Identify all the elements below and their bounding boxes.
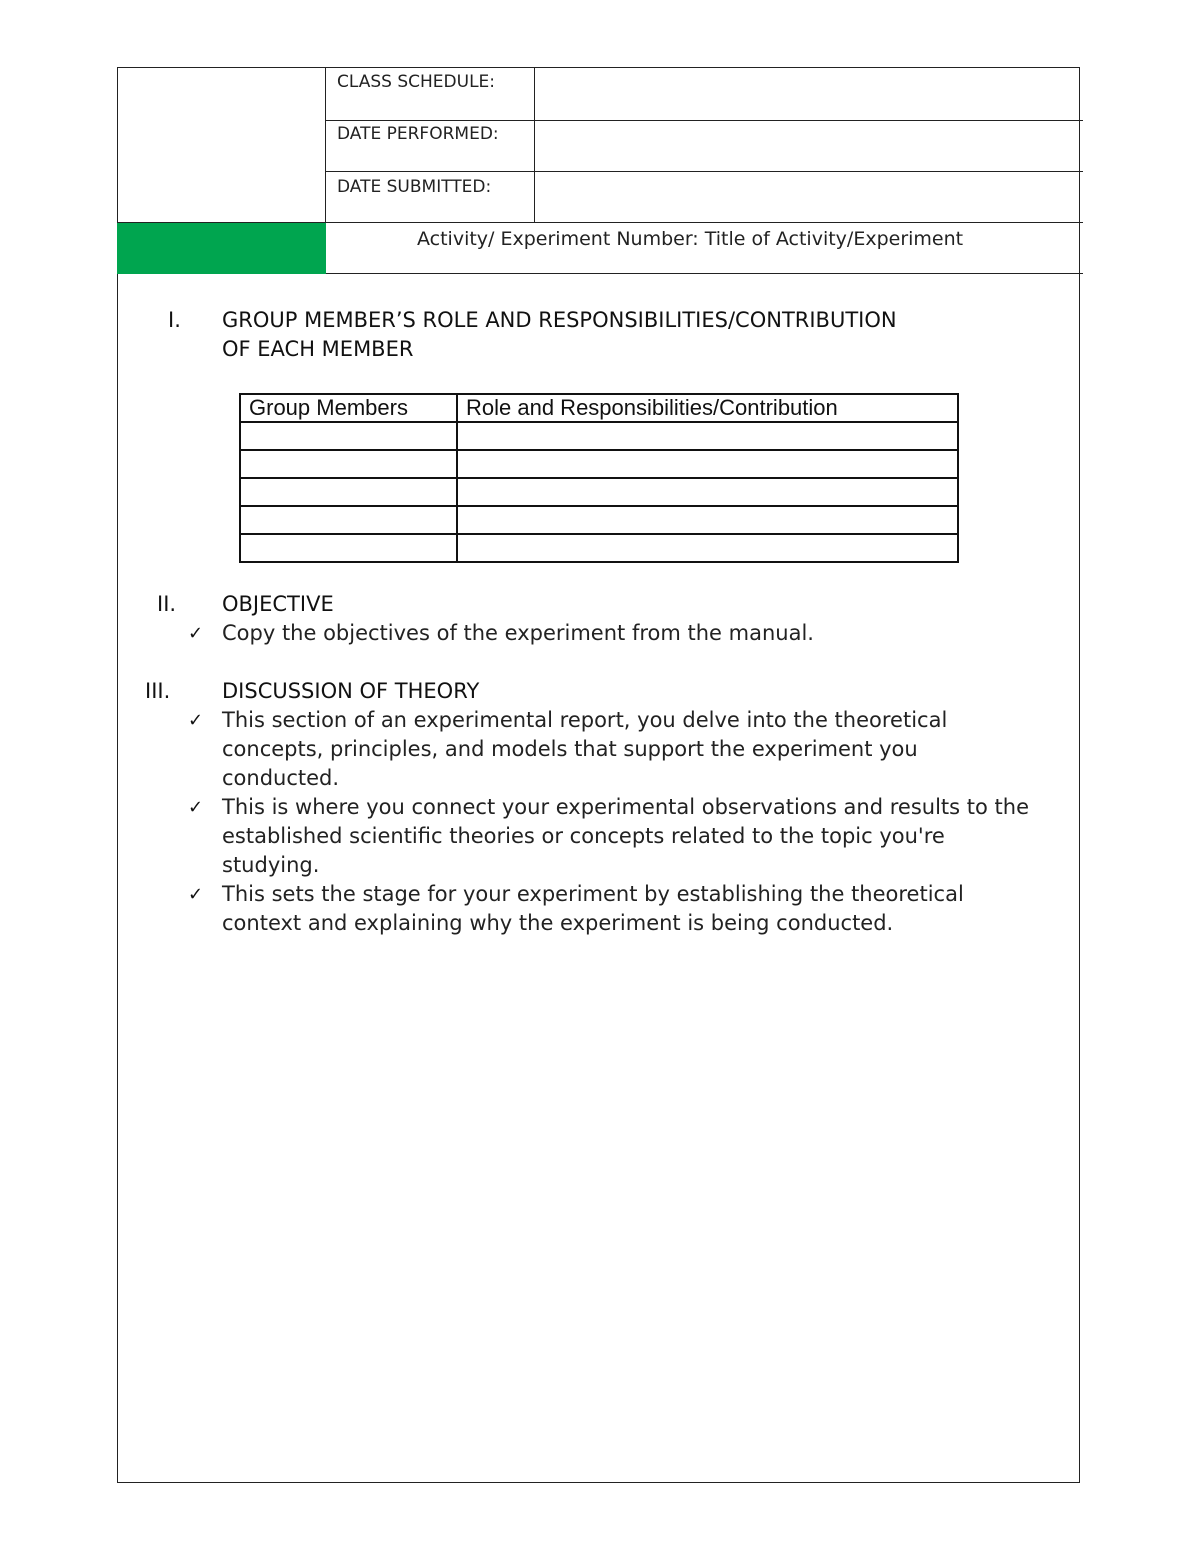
bullet-text: studying. (222, 853, 320, 877)
activity-title: Activity/ Experiment Number: Title of Activity/Experiment (417, 228, 964, 250)
member-cell[interactable] (240, 450, 457, 478)
check-icon: ✓ (188, 884, 204, 905)
bullet-text: conducted. (222, 766, 340, 790)
bullet-text: context and explaining why the experiment is being conducted. (222, 911, 894, 935)
role-cell[interactable] (457, 534, 958, 562)
role-cell[interactable] (457, 506, 958, 534)
role-cell[interactable] (457, 422, 958, 450)
section-number: II. (157, 592, 177, 616)
class-schedule-label: CLASS SCHEDULE: (337, 72, 496, 92)
section-title: OBJECTIVE (222, 592, 334, 616)
header-divider-right (534, 67, 535, 222)
bullet-text: This sets the stage for your experiment by establishing the theoretical (222, 882, 964, 906)
table-header-role: Role and Responsibilities/Contribution (457, 394, 958, 422)
bullet-text: This is where you connect your experimental observations and results to the (222, 795, 1029, 819)
table-row (240, 506, 958, 534)
bullet-text: Copy the objectives of the experiment from the manual. (222, 621, 814, 645)
table-row (240, 478, 958, 506)
member-cell[interactable] (240, 534, 457, 562)
section-number: III. (145, 679, 171, 703)
member-cell[interactable] (240, 422, 457, 450)
section-title: DISCUSSION OF THEORY (222, 679, 480, 703)
bullet-text: established scientific theories or concepts related to the topic you're (222, 824, 945, 848)
table-row (240, 450, 958, 478)
bullet-text: concepts, principles, and models that support the experiment you (222, 737, 918, 761)
date-performed-label: DATE PERFORMED: (337, 124, 499, 144)
table-row (240, 534, 958, 562)
member-cell[interactable] (240, 506, 457, 534)
group-members-table (239, 393, 959, 563)
section-number: I. (168, 308, 181, 332)
role-cell[interactable] (457, 478, 958, 506)
header-row-line (325, 273, 1083, 274)
bullet-text: This section of an experimental report, you delve into the theoretical (222, 708, 948, 732)
accent-block (117, 223, 326, 274)
header-row-line (325, 171, 1083, 172)
section-title: OF EACH MEMBER (222, 337, 414, 361)
header-row-line (325, 120, 1083, 121)
check-icon: ✓ (188, 797, 204, 818)
section-title: GROUP MEMBER’S ROLE AND RESPONSIBILITIES/CONTRIBUTION (222, 308, 897, 332)
role-cell[interactable] (457, 450, 958, 478)
member-cell[interactable] (240, 478, 457, 506)
table-header-group-members: Group Members (240, 394, 457, 422)
date-submitted-label: DATE SUBMITTED: (337, 177, 492, 197)
check-icon: ✓ (188, 623, 204, 644)
check-icon: ✓ (188, 710, 204, 731)
table-row (240, 422, 958, 450)
